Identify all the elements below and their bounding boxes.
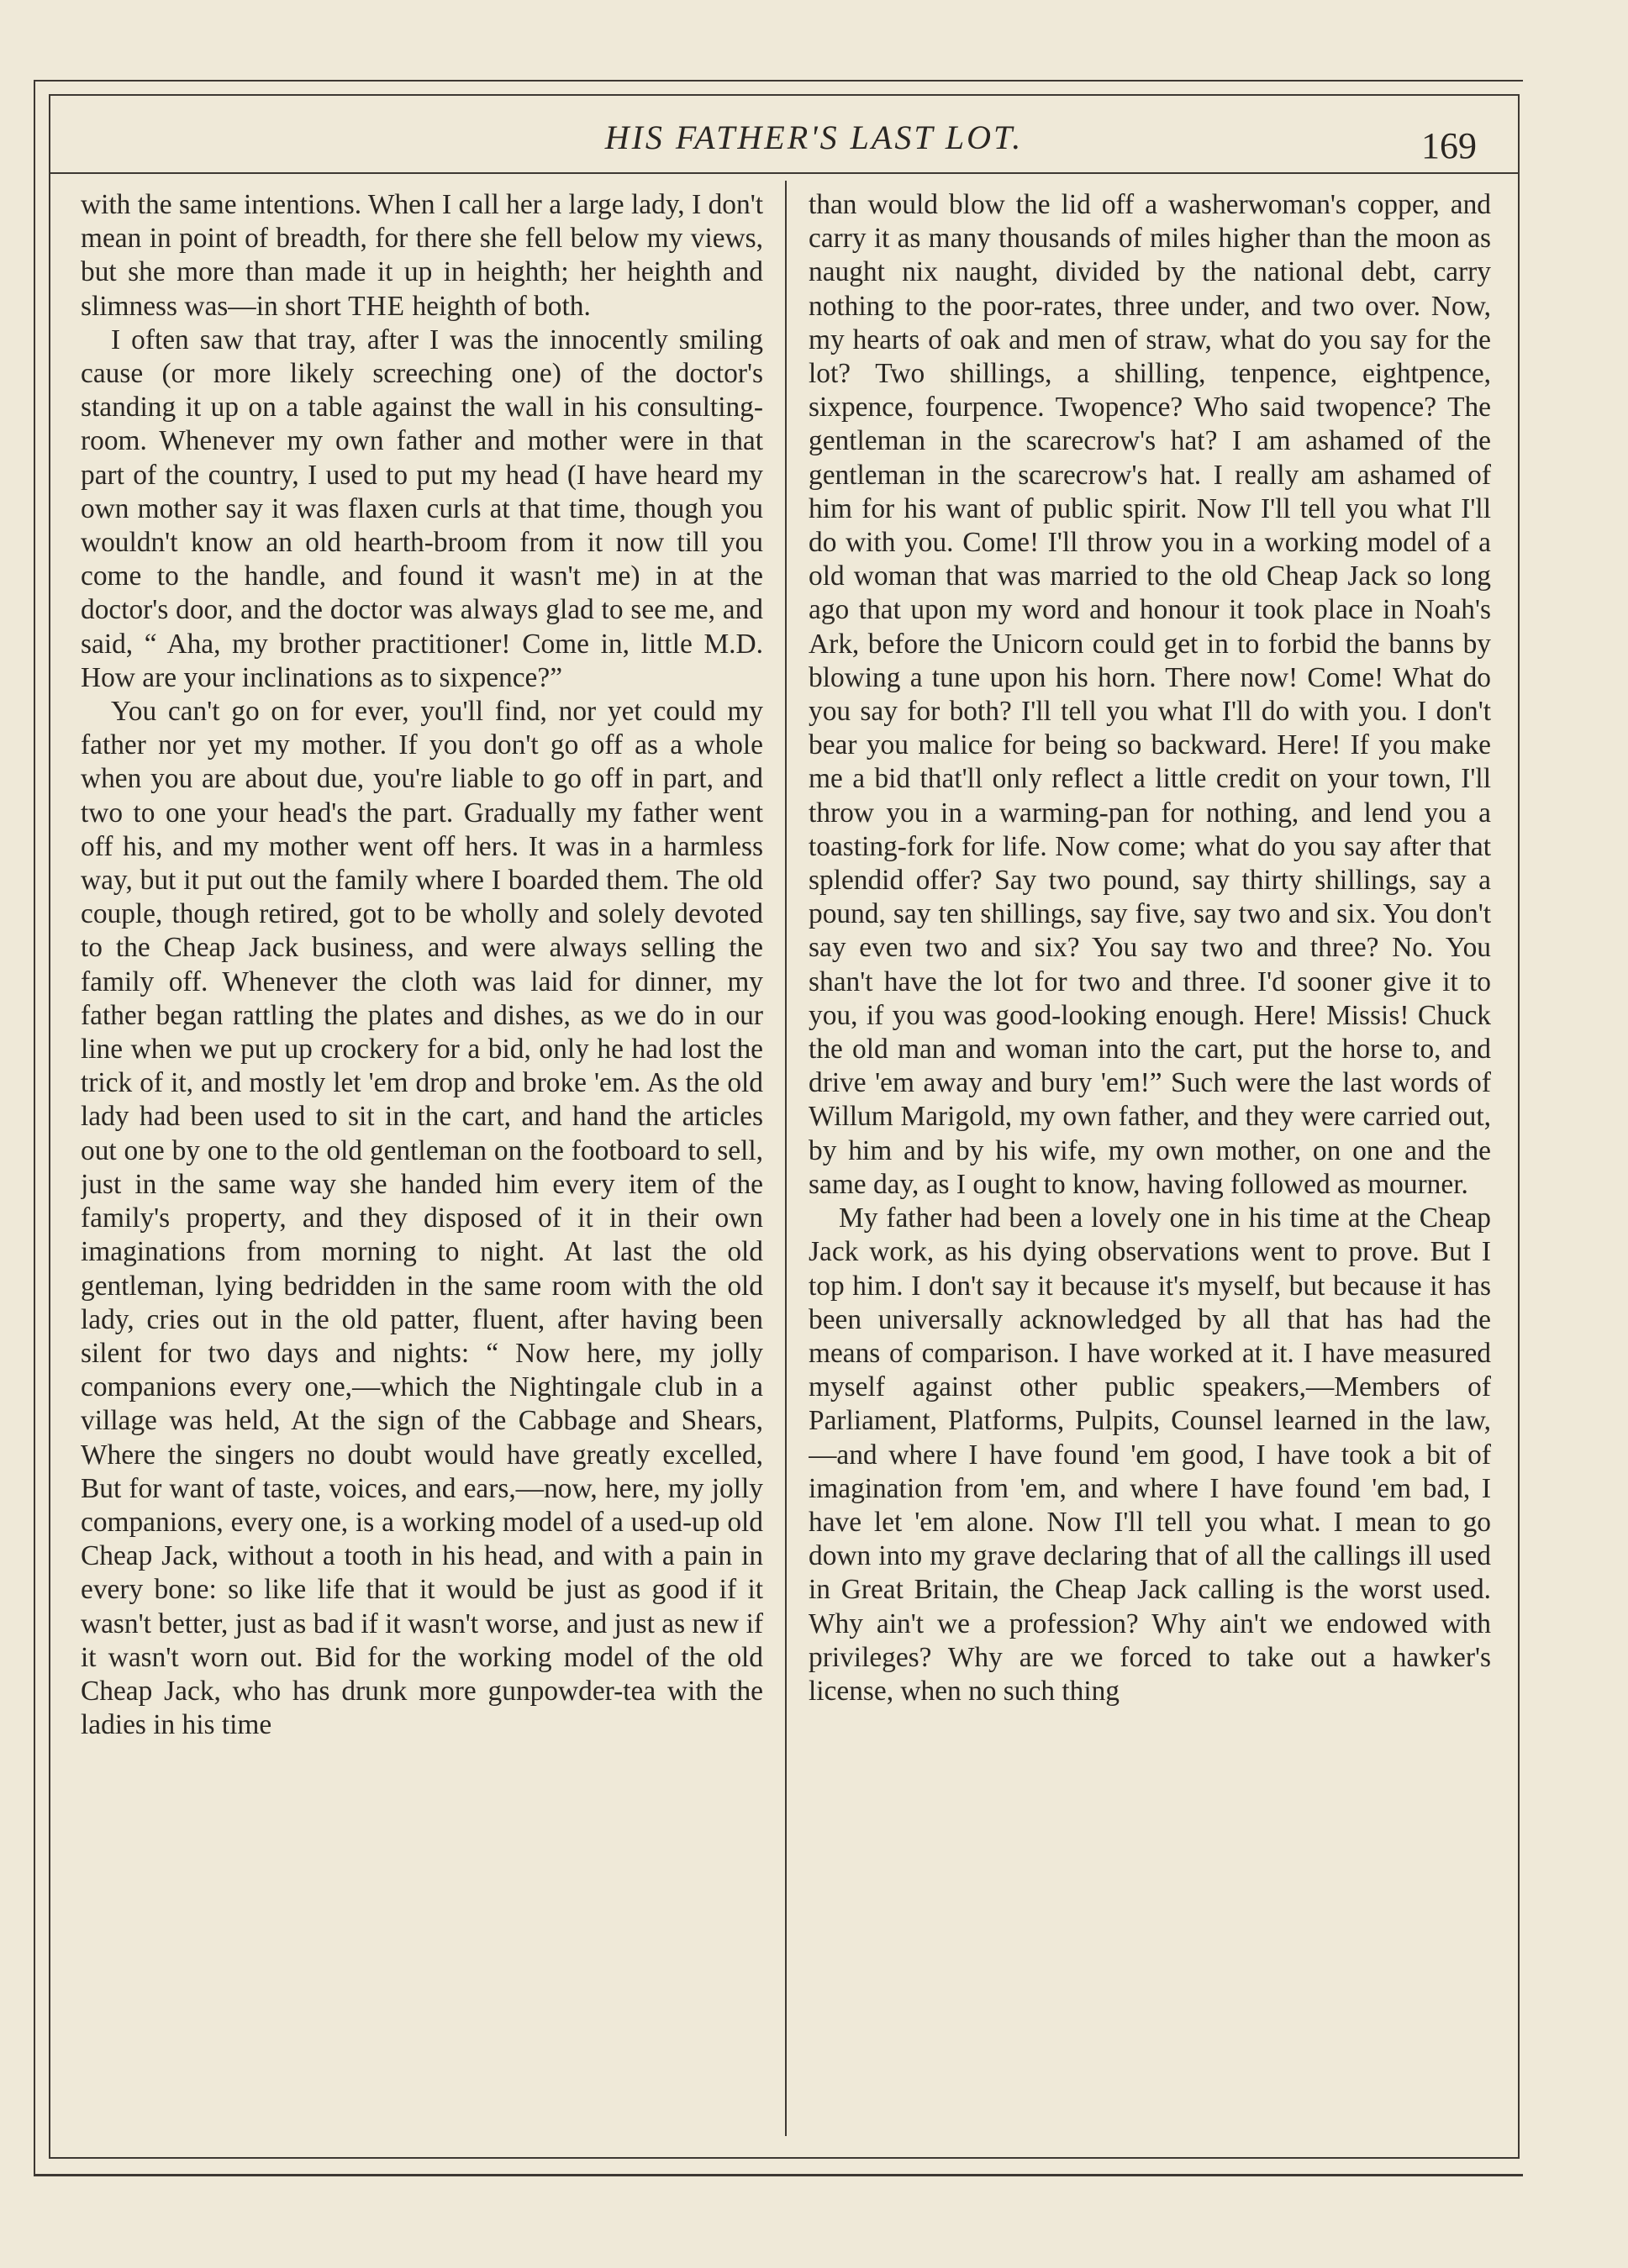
running-head <box>0 118 1628 157</box>
page-number: 169 <box>1421 125 1477 166</box>
paragraph: I often saw that tray, after I was the innocently smiling cause (or more likely screeching one) of the doctor's standing it up on a table against the wall in his consulting-room. Whenever my own father and mother were in that part of the country, I used to put my head (I have heard my own mother say it was flaxen curls at that time, though you wouldn't know an old hearth-broom from it now till you come to the handle, and found it wasn't me) in at the doctor's door, and the doctor was always glad to see me, and said, “ Aha, my brother practitioner! Come in, little M.D. How are your inclinations as to sixpence?” <box>81 324 763 693</box>
running-head-title: HIS FATHER'S LAST LOT. <box>604 118 1024 156</box>
right-column <box>809 188 1491 2138</box>
paragraph-smallcaps: THE <box>348 290 406 322</box>
paragraph-text: with the same intentions. When I call her a large lady, I don't mean in point of breadth, for there she fell below my views, but she more than made it up in heighth; her heighth and slimness was—in short <box>81 189 763 322</box>
paragraph-text: heighth of both. <box>412 290 591 322</box>
paragraph: You can't go on for ever, you'll find, nor yet could my father nor yet my mother. If you don't go off as a whole when you are about due, you're liable to go off in part, and two to one your head's the part. Gradually my father went off his, and my mother went off hers. It was in a harmless way, but it put out the family where I boarded them. The old couple, though retired, got to be wholly and solely devoted to the Cheap Jack business, and were always selling the family off. Whenever the cloth was laid for dinner, my father began rattling the plates and dishes, as we do in our line when we put up crockery for a bid, only he had lost the trick of it, and mostly let 'em drop and broke 'em. As the old lady had been used to sit in the cart, and hand the articles out one by one to the old gentleman on the footboard to sell, just in the same way she handed him every item of the family's property, and they disposed of it in their own imaginations from morning to night. At last the old gentleman, lying bedridden in the same room with the old lady, cries out in the old patter, fluent, after having been silent for two days and nights: “ Now here, my jolly companions every one,—which the Nightingale club in a village was held, At the sign of the Cabbage and Shears, Where the singers no doubt would have greatly excelled, But for want of taste, voices, and ears,—now, here, my jolly companions, every one, is a working model of a used-up old Cheap Jack, without a tooth in his head, and with a pain in every bone: so like life that it would be just as good if it wasn't better, just as bad if it wasn't worse, and just as new if it wasn't worn out. Bid for the working model of the old Cheap Jack, who has drunk more gunpowder-tea with the ladies in his time <box>81 696 763 1741</box>
left-column <box>81 188 763 2138</box>
paragraph: My father had been a lovely one in his time at the Cheap Jack work, as his dying observations went to prove. But I top him. I don't say it because it's myself, but because it has been universally acknowledged by all that has had the means of comparison. I have worked at it. I have measured myself against other public speakers,—Members of Parliament, Platforms, Pulpits, Counsel learned in the law,—and where I have found 'em good, I have took a bit of imagination from 'em, and where I have found 'em bad, I have let 'em alone. Now I'll tell you what. I mean to go down into my grave declaring that of all the callings ill used in Great Britain, the Cheap Jack calling is the worst used. Why ain't we a profession? Why ain't we endowed with privileges? Why are we forced to take out a hawker's license, when no such thing <box>809 1202 1491 1707</box>
header-rule <box>49 172 1518 174</box>
paragraph: than would blow the lid off a washerwoman's copper, and carry it as many thousands of miles higher than the moon as naught nix naught, divided by the national debt, carry nothing to the poor-rates, three under, and two over. Now, my hearts of oak and men of straw, what do you say for the lot? Two shillings, a shilling, tenpence, eightpence, sixpence, fourpence. Twopence? Who said twopence? The gentleman in the scarecrow's hat? I am ashamed of the gentleman in the scarecrow's hat. I really am ashamed of him for his want of public spirit. Now I'll tell you what I'll do with you. Come! I'll throw you in a working model of a old woman that was married to the old Cheap Jack so long ago that upon my word and honour it took place in Noah's Ark, before the Unicorn could get in to forbid the banns by blowing a tune upon his horn. There now! Come! What do you say for both? I'll tell you what I'll do with you. I don't bear you malice for being so backward. Here! If you make me a bid that'll only reflect a little credit on your town, I'll throw you in a warming-pan for nothing, and lend you a toasting-fork for life. Now come; what do you say after that splendid offer? Say two pound, say thirty shillings, say a pound, say ten shillings, say five, say two and six. You don't say even two and six? You say two and three? No. You shan't have the lot for two and three. I'd sooner give it to you, if you was good-looking enough. Here! Missis! Chuck the old man and woman into the cart, put the horse to, and drive 'em away and bury 'em!” Such were the last words of Willum Marigold, my own father, and they were carried out, by him and by his wife, my own mother, on one and the same day, as I ought to know, having followed as mourner. <box>809 189 1491 1200</box>
paragraph <box>81 188 763 324</box>
column-divider <box>785 181 787 2136</box>
